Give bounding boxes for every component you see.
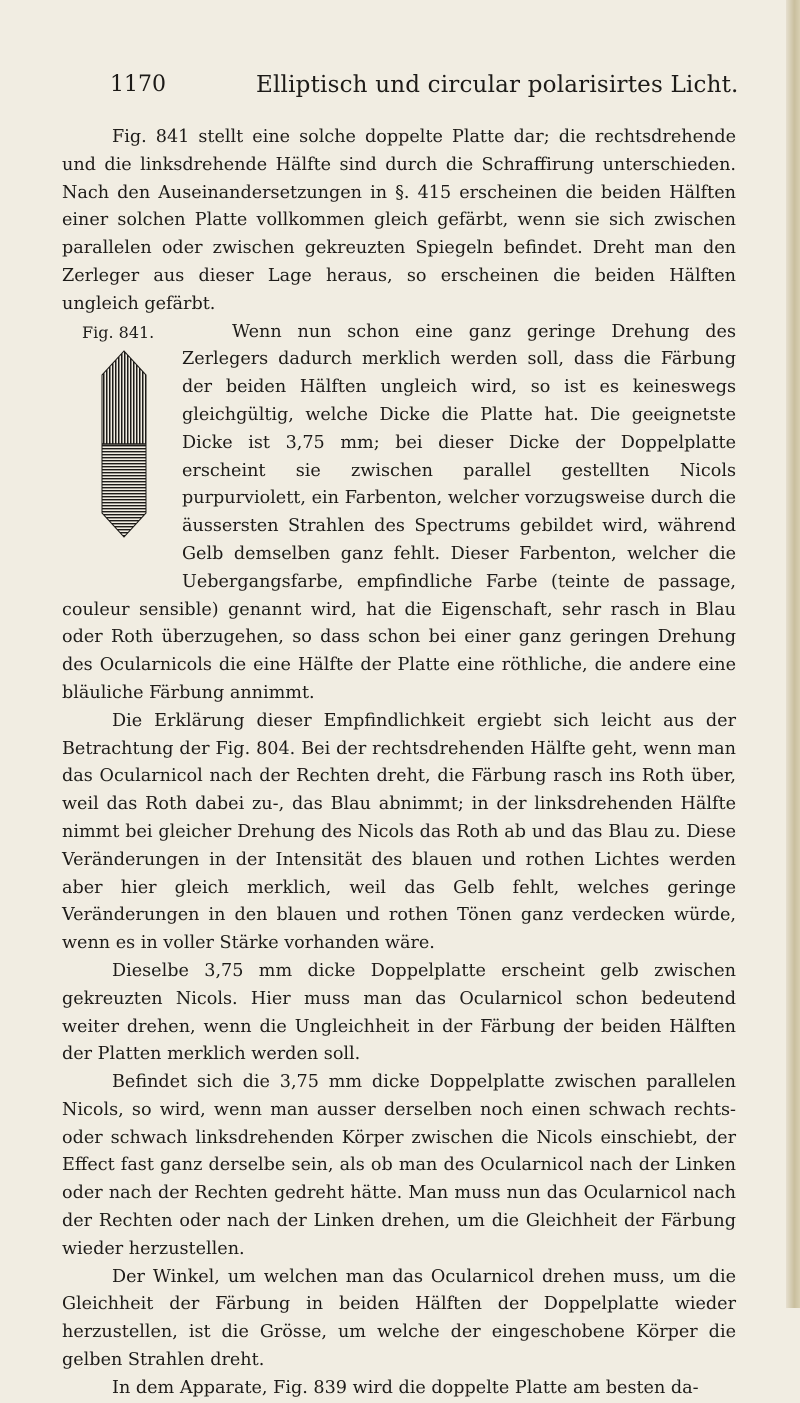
paragraph-6: Der Winkel, um welchen man das Ocularnicol drehen muss, um die Gleichheit der Färbung in beiden Hälften der Doppelplatte wieder herzustellen, ist die Grösse, um welche der eingeschobene Körper die gelben Strahlen dreht. xyxy=(62,1266,736,1371)
paragraph-3: Die Erklärung dieser Empfindlichkeit ergiebt sich leicht aus der Betrachtung der Fig. 804. Bei der rechtsdrehenden Hälfte geht, wenn man das Ocularnicol nach der Rechten dreht, die Färbung rasch ins Roth über, weil das Roth dabei zu-, das Blau abnimmt; in der linksdrehenden Hälfte nimmt bei gleicher Drehung des Nicols das Roth ab und das Blau zu. Diese Veränderungen in der Intensität des blauen und rothen Lichtes werden aber hier gleich merklich, weil das Gelb fehlt, welches geringe Veränderungen in den blauen und rothen Tönen ganz verdecken würde, wenn es in voller Stärke vorhanden wäre. xyxy=(62,710,736,954)
running-title: Elliptisch und circular polarisirtes Licht. xyxy=(256,72,739,98)
upper-half-vertical-hatching xyxy=(102,351,146,444)
paragraph-5: Befindet sich die 3,75 mm dicke Doppelplatte zwischen parallelen Nicols, so wird, wenn man ausser derselben noch einen schwach rechts- oder schwach linksdrehenden Körper zwischen die Nicols einschiebt, der Effect fast ganz derselbe sein, als ob man des Ocularnicol nach der Linken oder nach der Rechten gedreht hätte. Man muss nun das Ocularnicol nach der Rechten oder nach der Linken drehen, um die Gleichheit der Färbung wieder herzustellen. xyxy=(62,1072,736,1259)
paragraph-4: Dieselbe 3,75 mm dicke Doppelplatte erscheint gelb zwischen gekreuzten Nicols. Hier muss man das Ocularnicol schon bedeutend weiter drehen, wenn die Ungleichheit in der Färbung der beiden Hälften der Platten merklich werden soll. xyxy=(62,960,736,1065)
figure-caption: Fig. 841. xyxy=(82,322,155,342)
page-number: 1170 xyxy=(110,72,166,97)
page-header xyxy=(110,72,742,106)
figure-841 xyxy=(62,319,174,595)
double-plate-figure xyxy=(88,349,160,539)
paragraph-1: Fig. 841 stellt eine solche doppelte Platte dar; die rechtsdrehende und die linksdrehende Hälfte sind durch die Schraffirung unterschieden. Nach den Auseinandersetzungen in §. 415 erscheinen die beiden Hälften einer solchen Platte vollkommen gleich gefärbt, wenn sie sich zwischen parallelen oder zwischen gekreuzten Spiegeln befindet. Dreht man den Zerleger aus dieser Lage heraus, so erscheinen die beiden Hälften ungleich gefärbt. xyxy=(62,127,736,314)
body-text xyxy=(62,124,736,1403)
lower-half-horizontal-hatching xyxy=(102,444,146,537)
paragraph-7: In dem Apparate, Fig. 839 wird die doppelte Platte am besten da- xyxy=(112,1377,699,1398)
page-edge-shadow xyxy=(786,0,800,1308)
paragraph-2: Wenn nun schon eine ganz geringe Drehung des Zerlegers dadurch merklich werden soll, dass die Färbung der beiden Hälften ungleich wird, so ist es keineswegs gleichgültig, welche Dicke die Platte hat. Die geeignetste Dicke ist 3,75 mm; bei dieser Dicke der Doppelplatte erscheint sie zwischen parallel gestellten Nicols purpurviolett, ein Farbenton, welcher vorzugsweise durch die äussersten Strahlen des Spectrums gebildet wird, während Gelb demselben ganz fehlt. Dieser Farbenton, welcher die Uebergangsfarbe, empfindliche Farbe (teinte de passage, couleur sensible) genannt wird, hat die Eigenschaft, sehr rasch in Blau oder Roth überzugehen, so dass schon bei einer ganz geringen Drehung des Ocularnicols die eine Hälfte der Platte eine röthliche, die andere eine bläuliche Färbung annimmt. xyxy=(62,321,736,703)
